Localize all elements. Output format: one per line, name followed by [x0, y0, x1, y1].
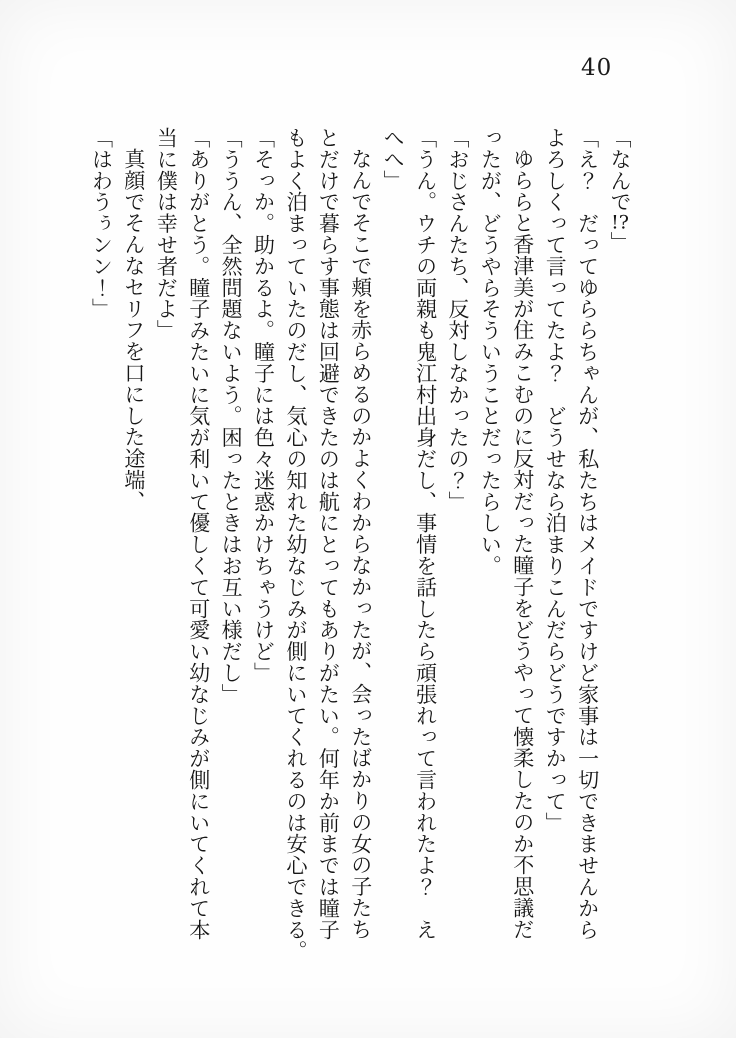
text-line: よろしくって言ってたよ？ どうせなら泊まりこんだらどうですかって」	[543, 127, 568, 834]
text-line: 「ありがとう。瞳子みたいに気が利いて優しくて可愛い幼なじみが側にいてくれて本	[186, 127, 211, 941]
text-line: 真顔でそんなセリフを口にした途端、	[121, 148, 146, 512]
text-line: ったが、どうやらそういうことだったらしい。	[478, 127, 503, 577]
text-columns	[85, 127, 636, 979]
text-line: なんでそこで頬を赤らめるのかよくわからなかったが、会ったばかりの女の子たち	[348, 148, 373, 940]
text-line: 「え？ だってゆららちゃんが、私たちはメイドですけど家事は一切できませんから	[575, 127, 600, 941]
text-line: ゆららと香津美が住みこむのに反対だった瞳子をどうやって懐柔したのか不思議だ	[510, 148, 535, 940]
text-line: へへ」	[381, 127, 406, 192]
text-line: 「はわうぅンン！」	[89, 127, 114, 320]
tatechuyoko-text: !?	[611, 212, 629, 232]
text-line: 当に僕は幸せ者だよ」	[154, 127, 179, 341]
text-line: もよく泊まっていたのだし、気心の知れた幼なじみが側にいてくれるのは安心できる。	[283, 127, 308, 962]
text-line: 「うん。ウチの両親も鬼江村出身だし、事情を話したら頑張れって言われたよ？ え	[413, 127, 438, 941]
page-number: 40	[581, 55, 613, 81]
text-line: 「おじさんたち、反対しなかったの？」	[445, 127, 470, 513]
text-line: 「なんで!?」	[608, 127, 632, 254]
text-line: 「そっか。助かるよ。瞳子には色々迷惑かけちゃうけど」	[251, 127, 276, 684]
text-line: とだけで暮らす事態は回避できたのは航にとってもありがたい。何年か前までは瞳子	[316, 127, 341, 941]
text-line: 「ううん、全然問題ないよう。困ったときはお互い様だし」	[219, 127, 244, 705]
